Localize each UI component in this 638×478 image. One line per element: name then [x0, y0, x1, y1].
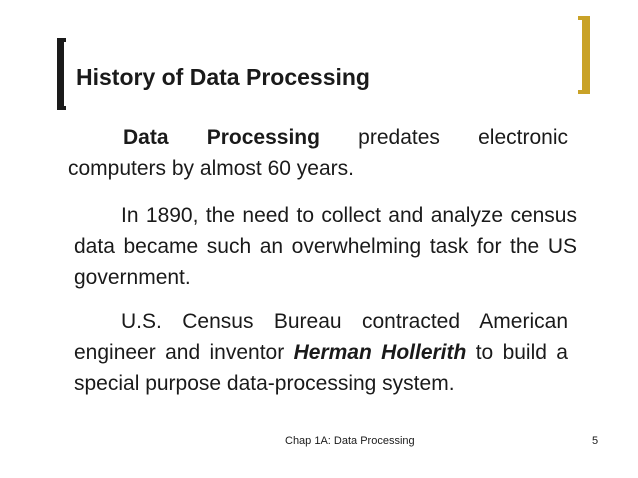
- right-bracket-decoration: [578, 16, 590, 94]
- paragraph-1890-census: In 1890, the need to collect and analyze census data became such an overwhelming task for the US government.: [74, 204, 577, 289]
- paragraph-hollerith: [74, 306, 568, 399]
- paragraph1-rest: predates electronic computers by almost 60 years.: [68, 126, 568, 180]
- hollerith-name: Herman Hollerith: [293, 341, 467, 364]
- page-number: 5: [592, 435, 599, 447]
- paragraph3-after: to build a special purpose data-processing system.: [74, 341, 568, 395]
- bold-lead-text: Data Processing: [123, 126, 320, 149]
- left-bracket-decoration: [57, 38, 66, 110]
- paragraph-data-processing: [68, 122, 568, 184]
- slide-title: History of Data Processing: [76, 64, 370, 90]
- footer-chapter: Chap 1A: Data Processing: [285, 435, 415, 447]
- paragraph3-before: U.S. Census Bureau contracted American engineer and inventor: [74, 310, 568, 364]
